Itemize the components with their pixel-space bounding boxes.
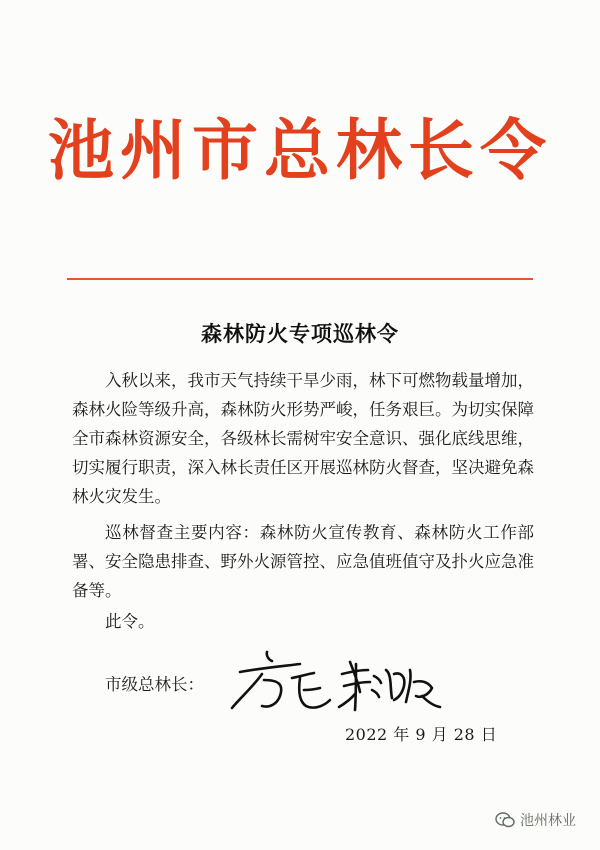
wechat-official-account-icon	[495, 812, 515, 828]
watermark	[495, 810, 576, 830]
closing-text: 此令。	[105, 612, 155, 631]
document-title: 森林防火专项巡林令	[201, 321, 399, 346]
body-paragraph-2: 巡林督查主要内容：森林防火宣传教育、森林防火工作部署、安全隐患排查、野外火源管控、应急值班值守及扑火应急准备等。	[72, 523, 534, 600]
header-divider	[67, 278, 533, 280]
watermark-text: 池州林业	[520, 813, 576, 829]
handwritten-signature	[222, 640, 452, 720]
signer-label: 市级总林长：	[105, 675, 204, 694]
body-paragraph-1: 入秋以来，我市天气持续干旱少雨，林下可燃物载量增加，森林火险等级升高，森林防火形势严峻，任务艰巨。为切实保障全市森林资源安全，各级林长需树牢安全意识、强化底线思维，切实履行职责，深入林长责任区开展巡林防火督查，坚决避免森林火灾发生。	[72, 371, 534, 506]
header-title: 池州市总林长令	[48, 112, 552, 189]
document-date: 2022 年 9 月 28 日	[345, 725, 498, 744]
